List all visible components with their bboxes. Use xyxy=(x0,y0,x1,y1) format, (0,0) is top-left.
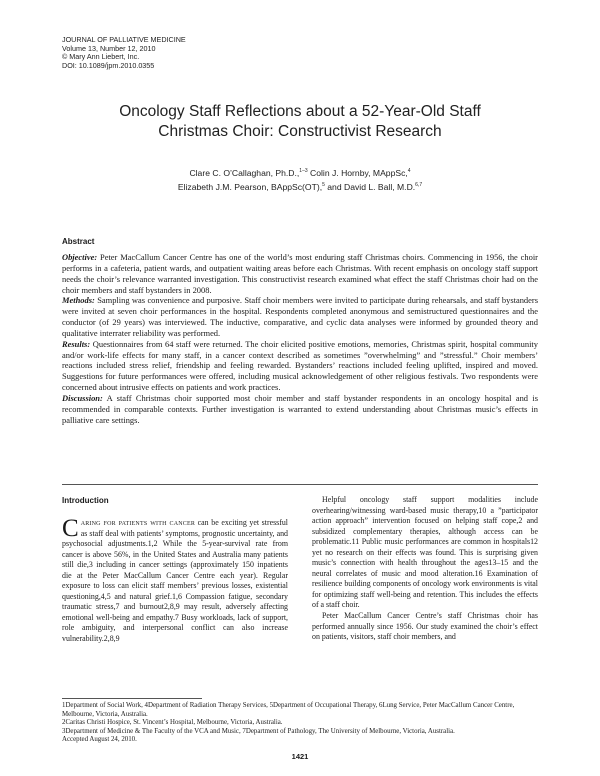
intro-column-left xyxy=(62,515,288,645)
drop-cap: C xyxy=(62,515,79,542)
author-affil-sup: 4 xyxy=(407,168,411,175)
footnotes xyxy=(62,702,538,745)
author-affil-sup: 1–3 xyxy=(299,168,308,175)
journal-copyright: © Mary Ann Liebert, Inc. xyxy=(62,52,140,62)
abstract-discussion xyxy=(62,393,538,426)
footnote-3: 3Department of Medicine & The Faculty of the VCA and Music, 7Department of Pathology, The University of Melbourne, Victoria, Australia. xyxy=(62,727,455,735)
title-line-2: Christmas Choir: Constructivist Research xyxy=(158,123,442,140)
abstract-heading: Abstract xyxy=(62,237,95,246)
objective-text: Peter MacCallum Cancer Centre has one of the world’s most enduring staff Christmas choirs. Commencing in 1956, the choir performs in a cafeteria, patient wards, and outpatient waiting areas before each Christmas. With recent emphasis on oncology staff support needs the choir’s relevance warranted investigation. This constructivist research examined what effect the staff Christmas choir had on the choir members and staff bystanders in 2008. xyxy=(62,252,538,295)
footnote-accepted: Accepted August 24, 2010. xyxy=(62,736,137,744)
methods-text: Sampling was convenience and purposive. Staff choir members were invited to participate during rehearsals, and staff bystanders were invited at seven choir performances in the hospital. Respondents completed anonymous and semistructured questionnaires and the conductor (of 29 years) was interviewed. The inductive, comparative, and cyclic data analyses were informed by grounded theory and qualitative interrater reliability was performed. xyxy=(62,295,538,338)
footnote-2: 2Caritas Christi Hospice, St. Vincent’s Hospital, Melbourne, Victoria, Australia. xyxy=(62,719,283,727)
intro-paragraph-3: Peter MacCallum Cancer Centre’s staff Christmas choir has performed annually since 1956. Our study examined the choir’s effect on patients, visitors, staff choir members, and xyxy=(312,611,538,642)
introduction-heading: Introduction xyxy=(62,496,109,505)
author-hornby: Colin J. Hornby, MAppSc, xyxy=(307,168,408,178)
author-list xyxy=(60,167,540,194)
abstract-body xyxy=(62,252,538,426)
authors-line-1 xyxy=(60,167,540,181)
abstract-objective xyxy=(62,252,538,295)
author-affil-sup: 6,7 xyxy=(415,181,423,188)
intro-paragraph-1 xyxy=(62,515,288,645)
article-title xyxy=(40,102,560,142)
methods-label: Methods: xyxy=(62,295,95,306)
discussion-text: A staff Christmas choir supported most choir member and staff bystander respondents in an oncology hospital and is recommended in comparable contexts. Further investigation is warranted to extend understanding about Christmas music’s effects in palliative care settings. xyxy=(62,392,538,425)
intro-text-left: can be exciting yet stressful as staff deal with patients’ symptoms, prognostic uncertainty, and psychosocial adjustments.1,2 While the 5-year-survival rate from cancer is above 56%, in the United States and Australia many patients still die,3 including in cancer settings (approximately 150 inpatients die at the Peter MacCallum Cancer Centre each year). Regular exposure to loss can elicit staff members’ previous losses, existential questioning,4,5 and natural grief.1,6 Compassion fatigue, secondary traumatic stress,7 and burnout2,8,9 may result, adversely affecting emotional well-being and empathy.7 Busy workloads, lack of support, role ambiguity, and interpersonal conflict can also increase vulnerability.2,8,9 xyxy=(62,518,288,644)
author-affil-sup: 5 xyxy=(322,181,325,188)
footnote-divider xyxy=(62,698,202,699)
author-pearson: Elizabeth J.M. Pearson, BAppSc(OT), xyxy=(177,181,323,192)
title-line-1: Oncology Staff Reflections about a 52-Year-Old Staff xyxy=(119,103,481,120)
journal-volume: Volume 13, Number 12, 2010 xyxy=(62,43,156,53)
author-ball: and David L. Ball, M.D. xyxy=(324,181,416,192)
journal-header xyxy=(62,36,186,70)
intro-paragraph-2: Helpful oncology staff support modalities include overhearing/witnessing ward-based music therapy,10 a ”participator action approach” intervention focused on helping staff cope,2 and subsidized complementary therapies, although access can be problematic.11 Public music performances are common in hospitals12 yet no research on their effects was found. This is surprising given music’s connection with health throughout the ages13–15 and the neural correlates of music and mood alteration.16 Examination of resilience building components of oncology work environments is vital for optimizing staff well-being and retention. This includes the effects of a staff choir. xyxy=(312,495,538,610)
results-text: Questionnaires from 64 staff were returned. The choir elicited positive emotions, memories, Christmas spirit, hospital community and/or work-life effects for many staff, in a cancer context described as sometimes ”overwhelming” and ”stressful.” Choir members’ reactions included stress relief, friendship and feeling rewarded. Bystanders’ reactions included feeling uplifted, inspired and moved. Suggestions for future performances were offered, including musical acknowledgement of other religious festivals. Two respondents were concerned about intrusive effects on patients and work practices. xyxy=(62,338,538,393)
authors-line-2 xyxy=(60,181,540,195)
results-label: Results: xyxy=(62,338,91,349)
discussion-label: Discussion: xyxy=(62,392,103,403)
journal-name: JOURNAL OF PALLIATIVE MEDICINE xyxy=(62,35,186,44)
footnote-1: 1Department of Social Work, 4Department of Radiation Therapy Services, 5Department of Occupational Therapy, 6Lung Service, Peter MacCallum Cancer Centre, Melbourne, Victoria, Australia. xyxy=(62,702,515,718)
section-divider xyxy=(62,484,538,485)
objective-label: Objective: xyxy=(62,252,98,262)
page-number: 1421 xyxy=(291,752,309,761)
journal-doi[interactable]: DOI: 10.1089/jpm.2010.0355 xyxy=(62,60,155,70)
lead-in-smallcaps: aring for patients with cancer xyxy=(80,518,196,527)
abstract-results xyxy=(62,339,538,393)
intro-column-right xyxy=(312,495,538,643)
author-ocallaghan: Clare C. O’Callaghan, Ph.D., xyxy=(189,168,300,178)
abstract-methods xyxy=(62,295,538,338)
